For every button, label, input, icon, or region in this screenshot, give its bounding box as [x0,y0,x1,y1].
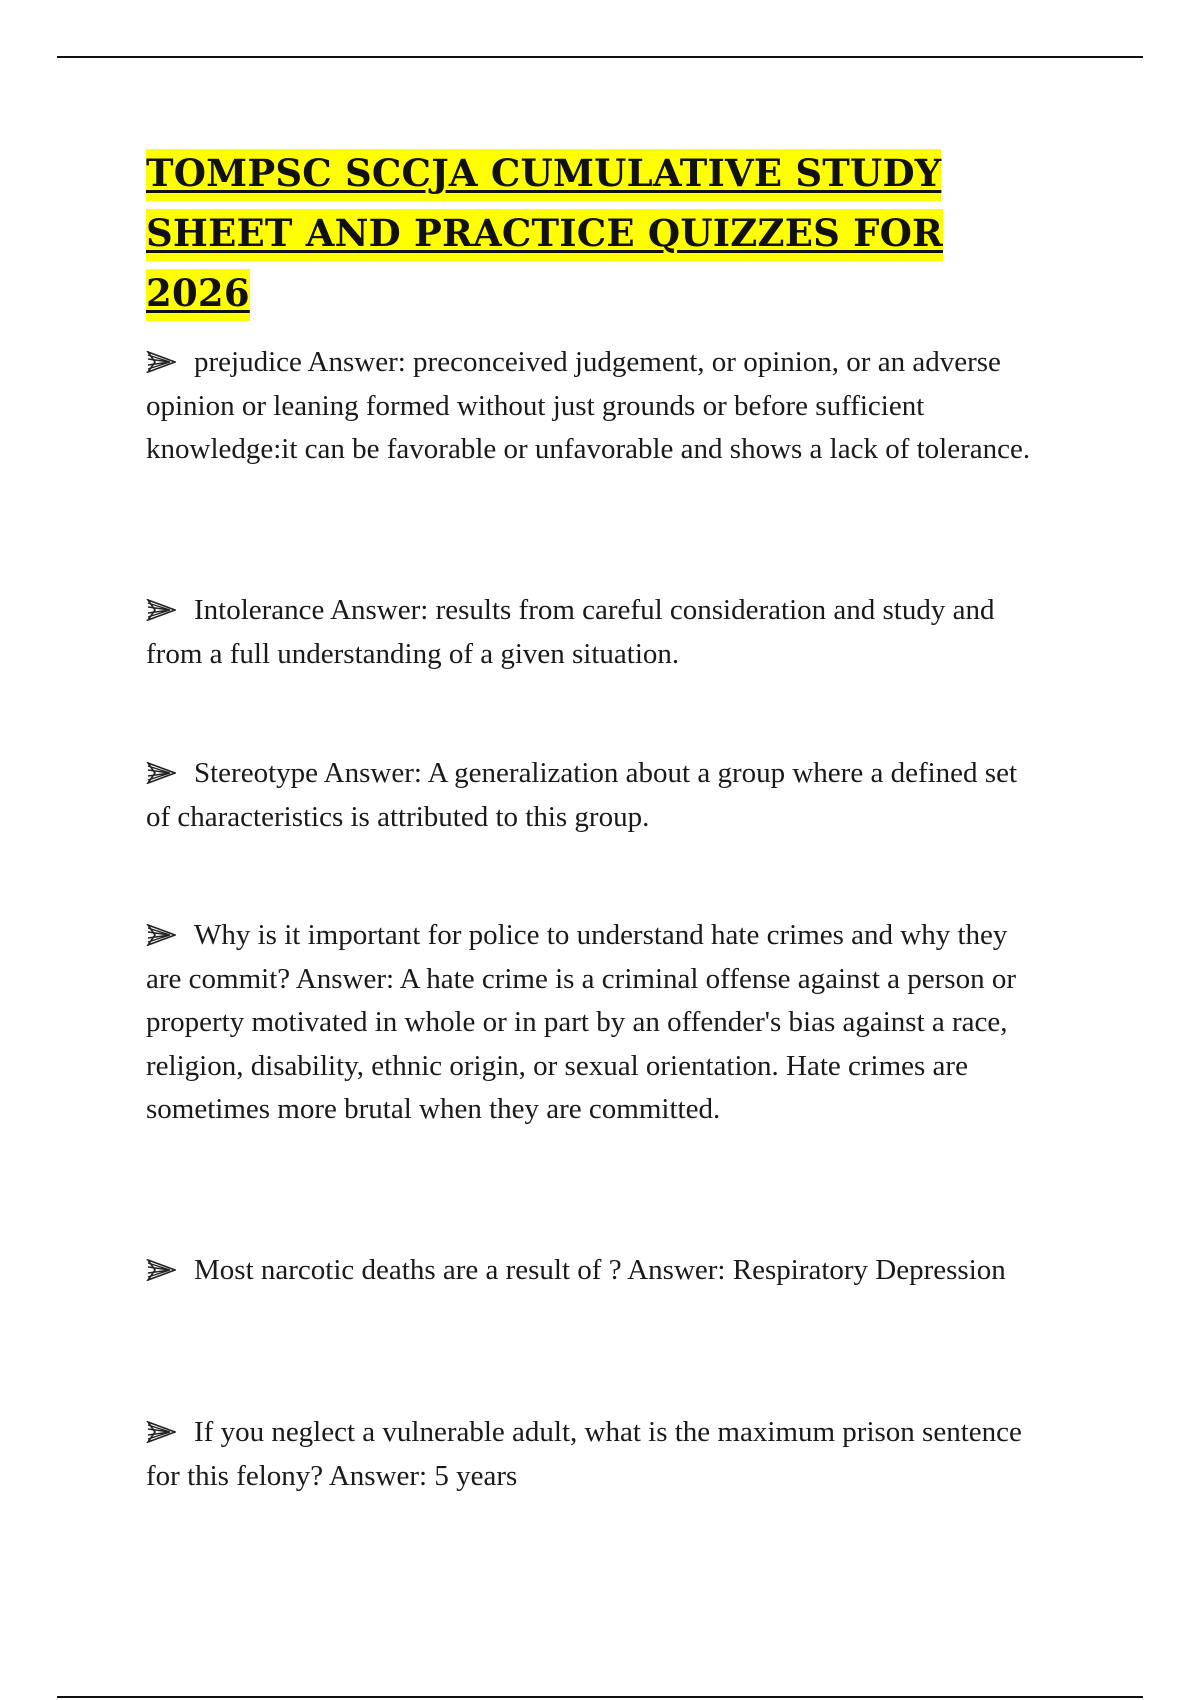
qa-item-stereotype [146,752,1046,839]
arrowhead-bullet-icon [146,599,176,621]
qa-item-text: Stereotype Answer: A generalization about a group where a defined set of characteristics is attributed to this group. [146,757,1018,833]
document-page [146,143,1046,1492]
arrowhead-bullet-icon [146,351,176,373]
qa-item-narcotic-deaths [146,1249,1046,1293]
qa-item-text: Most narcotic deaths are a result of ? Answer: Respiratory Depression [194,1254,1006,1286]
arrowhead-bullet-icon [146,924,176,946]
arrowhead-bullet-icon [146,1421,176,1443]
qa-item-prejudice [146,341,1046,472]
qa-item-text: Why is it important for police to understand hate crimes and why they are commit? Answer: A hate crime is a criminal offense against a person or property motivated in whole or in part by an offender's bias against a race, religion, disability, ethnic origin, or sexual orientation. Hate crimes are sometimes more brutal when they are committed. [146,919,1016,1125]
arrowhead-bullet-icon [146,762,176,784]
title-highlight: TOMPSC SCCJA CUMULATIVE STUDY SHEET AND PRACTICE QUIZZES FOR 2026 [146,149,943,321]
qa-item-text: Intolerance Answer: results from careful consideration and study and from a full understanding of a given situation. [146,594,995,670]
qa-item-text: prejudice Answer: preconceived judgement, or opinion, or an adverse opinion or leaning formed without just grounds or before sufficient knowledge:it can be favorable or unfavorable and shows a lack of tolerance. [146,346,1031,465]
qa-item-intolerance [146,589,1046,676]
arrowhead-bullet-icon [146,1259,176,1281]
qa-item-hate-crimes [146,914,1046,1132]
qa-item-vulnerable-adult [146,1411,1046,1498]
top-rule [57,56,1143,58]
bottom-rule [57,1696,1143,1698]
qa-item-text: If you neglect a vulnerable adult, what is the maximum prison sentence for this felony? Answer: 5 years [146,1416,1022,1492]
document-title [146,143,1046,323]
